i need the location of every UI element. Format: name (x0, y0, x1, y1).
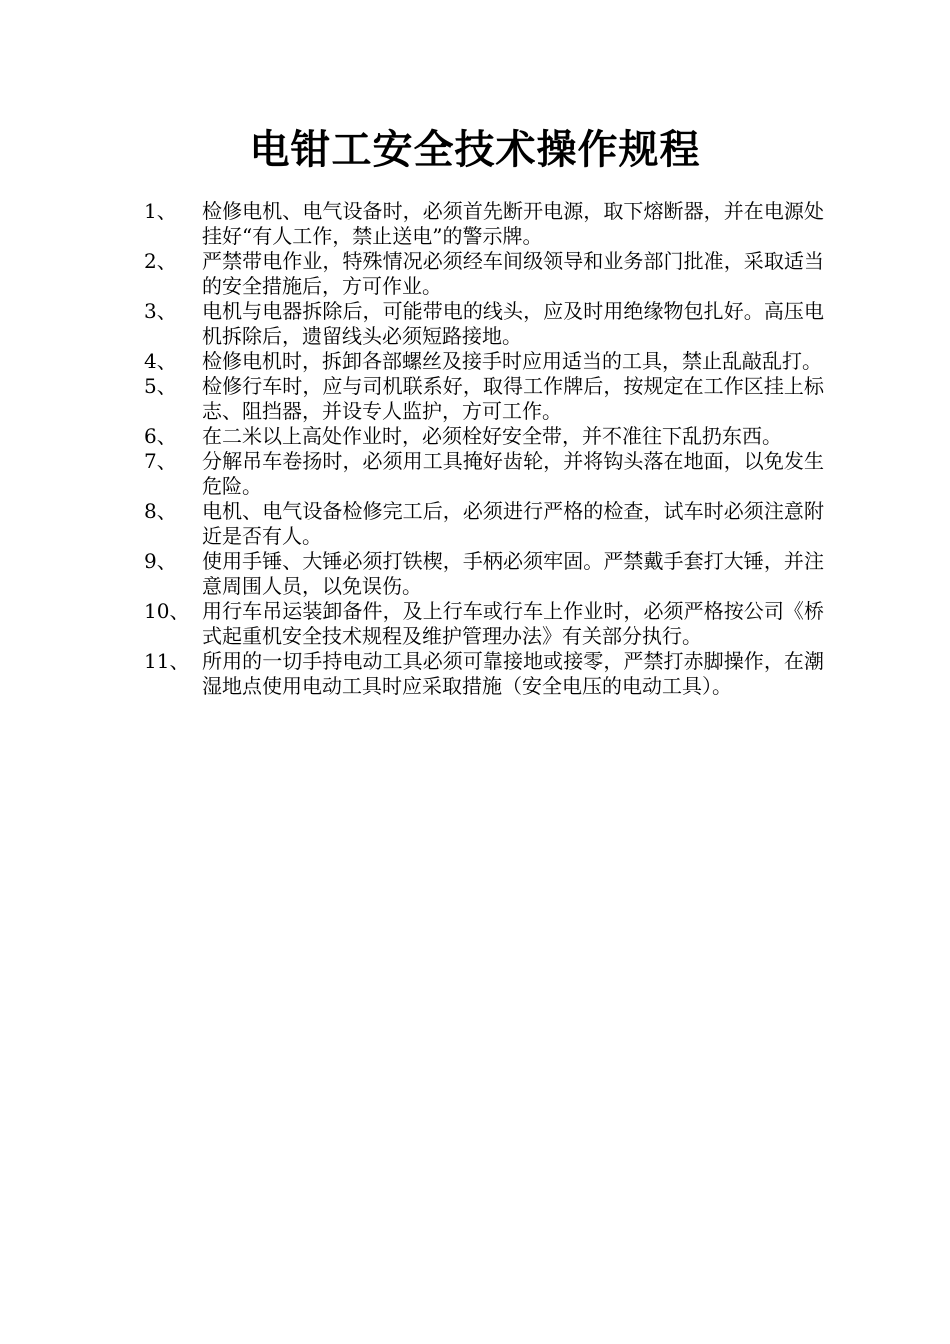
rule-item-8 (144, 499, 824, 549)
rule-text: 电机、电气设备检修完工后，必须进行严格的检查，试车时必须注意附近是否有人。 (202, 499, 824, 548)
rule-item-1 (144, 199, 824, 249)
rule-number: 8、 (144, 499, 177, 523)
rule-number: 1、 (144, 199, 177, 223)
rules-list (144, 199, 824, 699)
rule-text: 检修行车时，应与司机联系好，取得工作牌后，按规定在工作区挂上标志、阻挡器，并设专人监护，方可工作。 (202, 374, 824, 423)
rule-text: 电机与电器拆除后，可能带电的线头，应及时用绝缘物包扎好。高压电机拆除后，遗留线头必须短路接地。 (202, 299, 824, 348)
rule-item-2 (144, 249, 824, 299)
rule-number: 10、 (144, 599, 190, 623)
rule-number: 6、 (144, 424, 177, 448)
rule-number: 2、 (144, 249, 177, 273)
rule-number: 11、 (144, 649, 190, 673)
rule-text: 检修电机时，拆卸各部螺丝及接手时应用适当的工具，禁止乱敲乱打。 (202, 349, 822, 373)
rule-text: 严禁带电作业，特殊情况必须经车间级领导和业务部门批准，采取适当的安全措施后，方可作业。 (202, 249, 824, 298)
rule-number: 5、 (144, 374, 177, 398)
rule-item-11 (144, 649, 824, 699)
rule-text: 分解吊车卷扬时，必须用工具掩好齿轮，并将钩头落在地面，以免发生危险。 (202, 449, 824, 498)
rule-item-5 (144, 374, 824, 424)
rule-item-4 (144, 349, 824, 374)
rule-item-9 (144, 549, 824, 599)
rule-number: 9、 (144, 549, 177, 573)
rule-item-3 (144, 299, 824, 349)
rule-item-7 (144, 449, 824, 499)
rule-number: 4、 (144, 349, 177, 373)
rule-item-10 (144, 599, 824, 649)
rule-item-6 (144, 424, 824, 449)
rule-text: 使用手锤、大锤必须打铁楔，手柄必须牢固。严禁戴手套打大锤，并注意周围人员，以免误伤。 (202, 549, 824, 598)
rule-number: 7、 (144, 449, 177, 473)
rule-text: 用行车吊运装卸备件，及上行车或行车上作业时，必须严格按公司《桥式起重机安全技术规程及维护管理办法》有关部分执行。 (202, 599, 824, 648)
rule-text: 在二米以上高处作业时，必须栓好安全带，并不准往下乱扔东西。 (202, 424, 782, 448)
rule-text: 所用的一切手持电动工具必须可靠接地或接零，严禁打赤脚操作，在潮湿地点使用电动工具时应采取措施（安全电压的电动工具）。 (202, 649, 824, 698)
rule-number: 3、 (144, 299, 177, 323)
rule-text: 检修电机、电气设备时，必须首先断开电源，取下熔断器，并在电源处挂好“有人工作，禁止送电”的警示牌。 (202, 199, 824, 248)
document-title: 电钳工安全技术操作规程 (249, 126, 701, 173)
